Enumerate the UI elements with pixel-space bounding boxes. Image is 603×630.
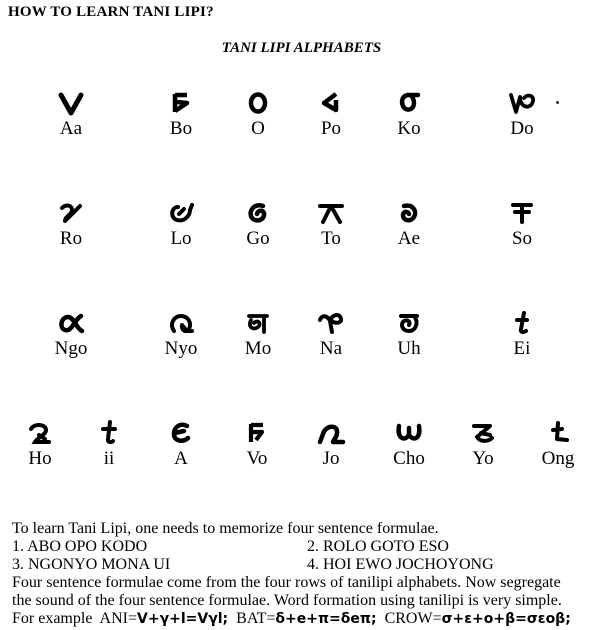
a-glyph-icon (146, 418, 216, 450)
letter-cho (374, 418, 444, 470)
letter-label: Bo (169, 118, 193, 139)
formula-1: 1. ABO OPO KODO (12, 538, 148, 555)
alphabet-heading: TANI LIPI ALPHABETS (221, 40, 382, 56)
letter-o (223, 88, 293, 140)
letter-a (146, 418, 216, 470)
letter-label: A (174, 448, 188, 469)
letter-do (487, 88, 557, 140)
example-prefix: For example (12, 610, 93, 627)
example-line (12, 610, 571, 628)
example-ani-glyphs: V+γ+l=Vγl; (137, 611, 229, 627)
o-glyph-icon (223, 88, 293, 120)
letter-ii (74, 418, 144, 470)
letter-label: Aa (59, 118, 83, 139)
letter-vo (222, 418, 292, 470)
letter-to (296, 198, 366, 250)
lo-glyph-icon (146, 198, 216, 230)
letter-label: O (251, 118, 265, 139)
letter-label: To (321, 228, 341, 249)
letter-po (296, 88, 366, 140)
mo-glyph-icon (223, 308, 293, 340)
example-bat-word: BAT= (236, 610, 276, 627)
formula-3: 3. NGONYO MONA UI (12, 556, 171, 573)
letter-ngo (36, 308, 106, 360)
letter-nyo (146, 308, 216, 360)
letter-label: Uh (397, 338, 421, 359)
vo-glyph-icon (222, 418, 292, 450)
letter-mo (223, 308, 293, 360)
na-glyph-icon (296, 308, 366, 340)
example-ani-word: ANI= (99, 610, 138, 627)
page-title: HOW TO LEARN TANI LIPI? (8, 4, 214, 20)
letter-jo (296, 418, 366, 470)
formula-4: 4. HOI EWO JOCHOYONG (307, 556, 494, 573)
letter-label: So (511, 228, 533, 249)
letter-lo (146, 198, 216, 250)
letter-ong (523, 418, 593, 470)
paragraph-line-1: Four sentence formulae come from the four rows of tanilipi alphabets. Now segregate (12, 574, 561, 591)
intro-text: To learn Tani Lipi, one needs to memorize four sentence formulae. (12, 520, 439, 537)
letter-yo (448, 418, 518, 470)
letter-label: Ho (28, 448, 52, 469)
bo-glyph-icon (146, 88, 216, 120)
jo-glyph-icon (296, 418, 366, 450)
alphabet-row-1 (0, 88, 603, 158)
alphabet-row-2 (0, 198, 603, 268)
go-glyph-icon (223, 198, 293, 230)
letter-ei (487, 308, 557, 360)
letter-uh (374, 308, 444, 360)
letter-label: Jo (322, 448, 340, 469)
letter-bo (146, 88, 216, 140)
ho-glyph-icon (5, 418, 75, 450)
letter-label: Do (510, 118, 534, 139)
letter-label: Vo (246, 448, 268, 469)
letter-go (223, 198, 293, 250)
letter-label: Ngo (54, 338, 88, 359)
ii-glyph-icon (74, 418, 144, 450)
letter-label: Lo (170, 228, 192, 249)
letter-label: ii (103, 448, 115, 469)
letter-ko (374, 88, 444, 140)
example-crow-word: CROW= (384, 610, 442, 627)
letter-aa (36, 88, 106, 140)
letter-ae (374, 198, 444, 250)
so-glyph-icon (487, 198, 557, 230)
aa-glyph-icon (36, 88, 106, 120)
letter-label: Cho (393, 448, 425, 469)
letter-ho (5, 418, 75, 470)
to-glyph-icon (296, 198, 366, 230)
letter-so (487, 198, 557, 250)
example-crow-glyphs: σ+ε+o+β=σεoβ; (441, 611, 571, 627)
letter-label: Ro (59, 228, 83, 249)
ei-glyph-icon (487, 308, 557, 340)
ngo-glyph-icon (36, 308, 106, 340)
letter-label: Na (319, 338, 343, 359)
yo-glyph-icon (448, 418, 518, 450)
ae-glyph-icon (374, 198, 444, 230)
paragraph-line-2: the sound of the four sentence formulae. Word formation using tanilipi is very simple. (12, 592, 562, 609)
ong-glyph-icon (523, 418, 593, 450)
letter-label: Ae (397, 228, 421, 249)
letter-na (296, 308, 366, 360)
letter-label: Go (246, 228, 270, 249)
letter-label: Ong (541, 448, 575, 469)
letter-label: Mo (244, 338, 272, 359)
alphabet-row-3 (0, 308, 603, 378)
cho-glyph-icon (374, 418, 444, 450)
letter-label: Ko (397, 118, 421, 139)
alphabet-row-4 (0, 418, 603, 488)
letter-label: Yo (472, 448, 494, 469)
letter-label: Nyo (164, 338, 198, 359)
uh-glyph-icon (374, 308, 444, 340)
example-bat-glyphs: δ+e+π=δeπ; (275, 611, 377, 627)
formula-2: 2. ROLO GOTO ESO (307, 538, 449, 555)
po-glyph-icon (296, 88, 366, 120)
ko-glyph-icon (374, 88, 444, 120)
ro-glyph-icon (36, 198, 106, 230)
nyo-glyph-icon (146, 308, 216, 340)
letter-label: Po (320, 118, 342, 139)
letter-label: Ei (513, 338, 531, 359)
letter-ro (36, 198, 106, 250)
do-glyph-icon (487, 88, 557, 120)
